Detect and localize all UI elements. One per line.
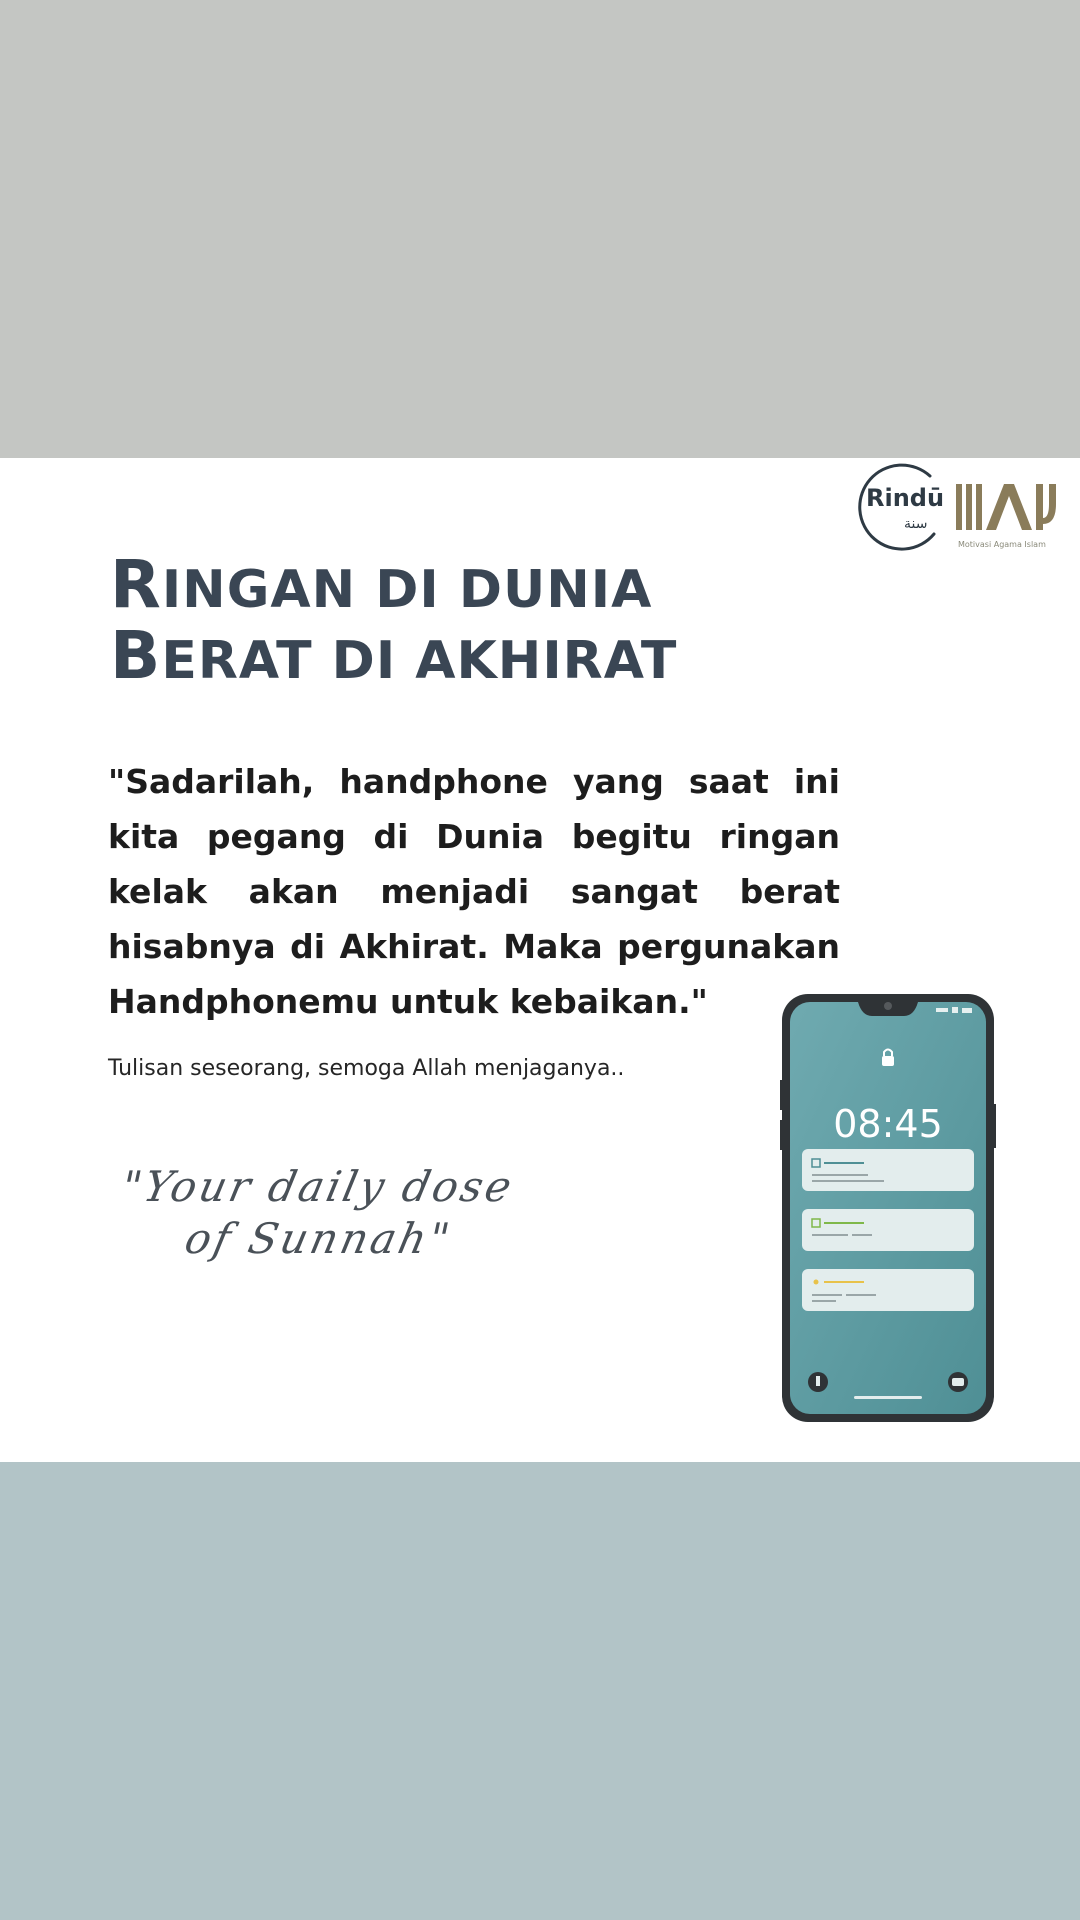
phone-illustration [780,992,996,1424]
ma-logo-caption: Motivasi Agama Islam [958,540,1046,549]
smartphone-icon [780,992,996,1424]
bottom-background-band [0,1462,1080,1920]
rindu-logo-text: Rindū [866,484,945,512]
rindu-logo-arabic: سنة [904,516,928,532]
top-background-band [0,0,1080,458]
phone-clock-time: 08:45 [833,1102,943,1146]
flashlight-icon [808,1372,828,1392]
quote-text: "Sadarilah, handphone yang saat ini kita pegang di Dunia begitu ringan kelak akan menjadi sangat berat hisabnya di Akhirat. Maka pergunakan Handphonemu untuk kebaikan." [108,762,840,1021]
signature-line1: "Your daily dose [116,1162,519,1211]
title-line2-rest: ERAT DI AKHIRAT [161,631,678,691]
page-title [110,546,678,694]
signature-script [110,1148,550,1278]
attribution-caption: Tulisan seseorang, semoga Allah menjaganya.. [108,1056,625,1081]
ma-logo-icon [952,474,1064,546]
title-line1-initial: R [110,546,162,623]
signature-line2: of Sunnah" [180,1214,457,1263]
camera-icon [948,1372,968,1392]
rindu-logo [852,462,948,554]
content-card [0,458,1080,1462]
title-line2-initial: B [110,617,162,694]
title-line1-rest: INGAN DI DUNIA [161,560,653,620]
